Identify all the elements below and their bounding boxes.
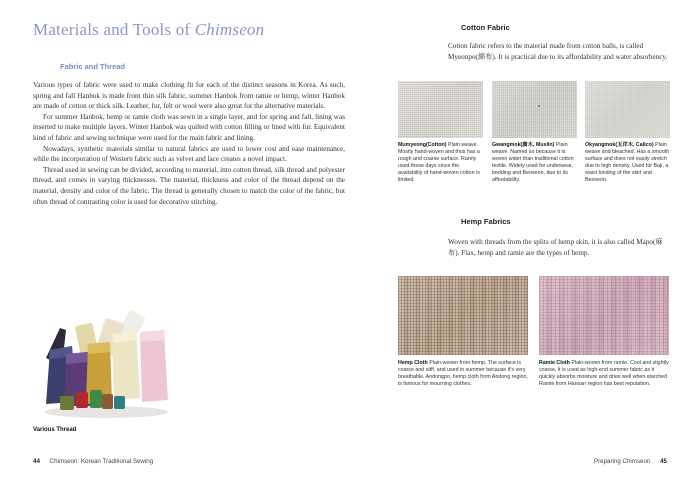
spool-green-small xyxy=(90,390,102,408)
thread-photo-caption: Various Thread xyxy=(33,427,77,433)
swatch-mumyeong xyxy=(398,81,483,138)
footer-left xyxy=(33,458,153,465)
paragraph: Thread used in sewing can be divided, according to material, into cotton thread, silk thread and polyester thread, and comes in varying thicknesses. The material, thickness and color of the thread depend on the material, density and color of the fabric. The thread is generally chosen to match the color of the fabric, but often thread of contrasting color is used for decorative stitching. xyxy=(33,165,345,206)
spool-brown-small xyxy=(102,394,113,409)
caption-text: Plain weave and bleached. Has a smooth surface and does not easily stretch due to high density. Used for Baji, a waist binding of the skirt and Beoseon. xyxy=(585,142,670,183)
paragraph: Various types of fabric were used to make clothing fit for each of the distinct seasons in Korea. As such, spring and fall Hanbok is made from thin silk fabric, summer Hanbok from ramie or hemp, winter Hanbok are made of cotton or thick silk. Leather, fur, felt or wool were also great for the alternative materials. xyxy=(33,81,345,111)
section-heading-hemp: Hemp Fabrics xyxy=(461,217,511,226)
section-heading-cotton: Cotton Fabric xyxy=(461,23,510,32)
spool-pink xyxy=(140,330,168,402)
running-head-left: Chimseon: Korean Traditional Sewing xyxy=(49,458,154,465)
swatch-hemp-cloth xyxy=(398,276,528,355)
page-title xyxy=(33,20,264,40)
section-heading-fabric-thread: Fabric and Thread xyxy=(60,62,126,71)
body-text-left xyxy=(33,80,345,207)
spool-red-small xyxy=(76,392,88,408)
footer-right xyxy=(594,458,667,465)
caption-hemp-cloth xyxy=(398,360,528,388)
caption-text: Plain-woven from ramie. Cool and slightly coarse, it is used as high-end summer fabric as it quickly absorbs moisture and dries well when starched. Ramie from Hansan region has best reputation. xyxy=(539,360,669,387)
swatch-gwangmok xyxy=(492,81,577,138)
swatch-okyangmok xyxy=(585,81,670,138)
caption-okyangmok xyxy=(585,142,670,184)
swatch-ramie-cloth xyxy=(539,276,669,355)
spool-olive-small xyxy=(60,396,74,410)
paragraph: For summer Hanbok, hemp or ramie cloth was sewn in a single layer, and for spring and fall, lining was inserted to make multiple layers. Winter Hanbok was quilted with cotton filling or lined with fur. Equivalent kind of fabric and sewing technique were used for the main fabric and lining. xyxy=(33,112,345,142)
page-number-right: 45 xyxy=(660,458,667,465)
caption-text: Plain weave. Named so because it is woven wider than traditional cotton textile. Widely used for underwear, bedding and Beoseon, due to its affordability. xyxy=(492,142,574,183)
caption-title: Hemp Cloth xyxy=(398,360,428,366)
caption-title: Ramie Cloth xyxy=(539,360,570,366)
page-title-italic: Chimseon xyxy=(194,20,265,39)
caption-text: Plain weave. Mostly hand-woven and thus has a rough and coarse surface. Rarely used these days since the availability of hand-woven cotton is limited. xyxy=(398,142,480,183)
hemp-intro: Woven with threads from the splits of hemp skin, it is also called Mapo(麻布). Flax, hemp and ramie are the types of hemp. xyxy=(448,238,663,257)
caption-ramie-cloth xyxy=(539,360,669,388)
paragraph: Nowadays, synthetic materials similar to natural fabrics are used to lower cost and ease maintenance, while the incorporation of Western fabric such as velvet and lace creates a novel impact. xyxy=(33,144,345,164)
caption-gwangmok xyxy=(492,142,577,184)
page-number-left: 44 xyxy=(33,458,40,465)
caption-title: Gwangmok(廣木, Muslin) xyxy=(492,142,555,148)
caption-title: Mumyeong(Cotton) xyxy=(398,142,447,148)
spool-teal-small xyxy=(114,396,125,409)
page-title-text: Materials and Tools of xyxy=(33,20,195,39)
cotton-intro: Cotton fabric refers to the material made from cotton balls, is called Myeonpo(綿布). It is practical due to its affordability and water absorbency. xyxy=(448,42,668,61)
running-head-right: Preparing Chimseon xyxy=(593,458,651,465)
caption-text: Plain-woven from hemp. The surface is coarse and stiff, and used in summer because it's very breathable. Andongpo, hemp cloth from Andong region, is famous for mourning clothes. xyxy=(398,360,528,387)
fabric-speck xyxy=(538,105,540,107)
spool-cream-front xyxy=(112,330,140,400)
thread-spools-photo xyxy=(36,306,176,422)
caption-title: Okyangmok(玉洋木, Calico) xyxy=(585,142,654,148)
caption-mumyeong xyxy=(398,142,483,184)
